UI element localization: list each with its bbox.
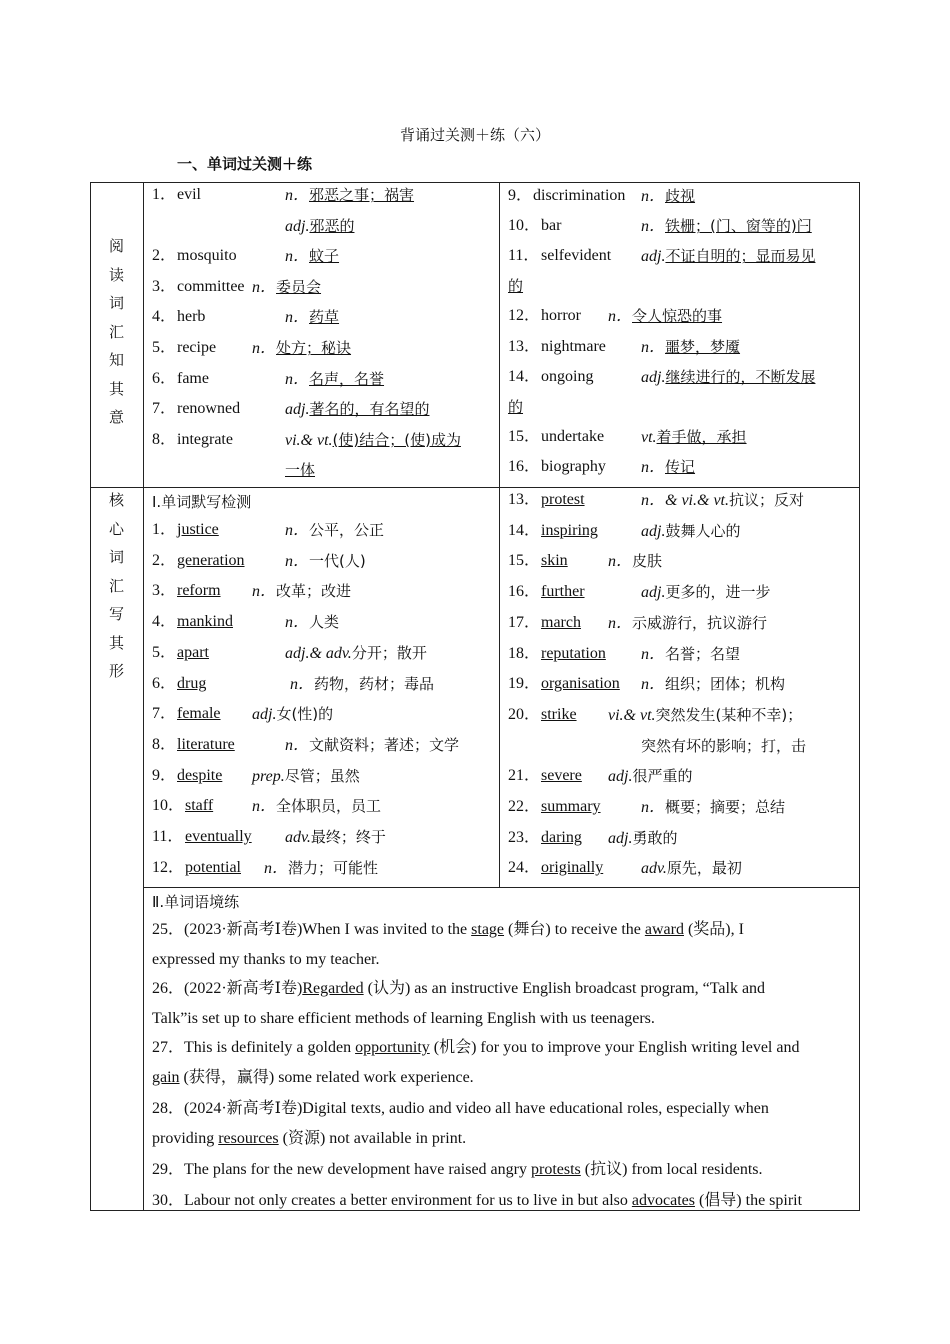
item-number: 10．: [152, 797, 185, 815]
word-row: [508, 608, 853, 638]
word-row: [152, 272, 492, 302]
item-number: 15．: [508, 552, 541, 570]
word: mankind: [177, 613, 233, 631]
word-row: [508, 700, 853, 730]
word: generation: [177, 551, 245, 569]
part-of-speech: n．: [252, 583, 277, 601]
item-number: 8．: [152, 430, 177, 448]
word: evil: [177, 186, 201, 203]
part-of-speech: adj.: [252, 706, 277, 724]
item-number: 17．: [508, 613, 541, 631]
meaning: 著名的，有名望的: [309, 400, 430, 419]
meaning: (使)结合；(使)成为: [332, 430, 461, 449]
word: reform: [177, 582, 221, 600]
word: fame: [177, 369, 209, 387]
word: eventually: [185, 828, 252, 845]
meaning: 继续进行的，不断发展: [665, 367, 816, 386]
item-number: 7．: [152, 400, 177, 418]
word: justice: [177, 521, 219, 538]
word-row: [152, 515, 492, 545]
word-row: [152, 394, 492, 424]
meaning: 改革；改进: [276, 582, 352, 601]
question-28: 28．(2024·新高考Ⅰ卷)Digital texts, audio and video all have educational roles, especially when providing resources (资源) not available in print.: [152, 1100, 769, 1147]
meaning: 噩梦，梦魇: [665, 337, 741, 356]
part-of-speech: n．: [285, 522, 310, 539]
answer: stage: [471, 921, 505, 938]
meaning: 女(性)的: [276, 705, 334, 724]
meaning: 着手做，承担: [656, 427, 747, 446]
word-row: [508, 271, 853, 301]
word-row: [508, 823, 853, 853]
item-number: 3．: [152, 277, 177, 295]
meaning: 公平，公正: [309, 521, 385, 539]
word: daring: [541, 828, 582, 846]
word: inspiring: [541, 521, 598, 539]
word: female: [177, 705, 221, 723]
context-heading: Ⅱ.单词语境练: [152, 893, 240, 911]
side-char: 形: [108, 662, 124, 680]
meaning: 很严重的: [632, 767, 693, 786]
item-number: 13．: [508, 337, 541, 355]
word: discrimination: [533, 187, 626, 204]
item-number: 22．: [508, 798, 541, 815]
item-number: 9．: [508, 187, 533, 204]
section-heading: 一、单词过关测＋练: [177, 155, 313, 173]
word-row: [152, 455, 492, 485]
word: renowned: [177, 400, 241, 418]
word-row: [152, 241, 492, 271]
word: literature: [177, 735, 235, 753]
item-number: 6．: [152, 674, 177, 692]
item-number: 1．: [152, 186, 177, 203]
meaning: 潜力；可能性: [288, 858, 379, 877]
part-of-speech: adj.: [641, 522, 666, 540]
meaning: 突然有坏的影响；打，击: [641, 736, 807, 755]
meaning: 药物，药材；毒品: [314, 674, 435, 693]
word-row: [508, 669, 853, 699]
word-row: [152, 425, 492, 455]
part-of-speech: n．: [608, 553, 633, 571]
word: herb: [177, 308, 206, 326]
meaning: 的: [508, 397, 524, 416]
meaning: 传记: [665, 457, 696, 476]
part-of-speech: n．: [264, 859, 289, 877]
word-row: [152, 822, 492, 852]
word-row: [508, 731, 853, 761]
word-row: [508, 577, 853, 607]
meaning: 处方；秘诀: [276, 339, 352, 357]
word: protest: [541, 491, 585, 508]
meaning: 组织；团体；机构: [665, 675, 786, 694]
meaning: 更多的，进一步: [665, 583, 771, 602]
item-number: 2．: [152, 551, 177, 569]
side-char: 汇: [108, 576, 124, 595]
item-number: 10．: [508, 217, 541, 235]
meaning: 歧视: [665, 187, 696, 205]
side-char: 阅: [108, 237, 124, 255]
word-row: [152, 364, 492, 394]
word-row: [152, 761, 492, 791]
item-number: 15．: [508, 427, 541, 445]
col-divider: [499, 182, 500, 887]
meaning: 示威游行，抗议游行: [632, 613, 768, 632]
meaning: 铁栅；(门、窗等的)闩: [665, 217, 812, 236]
word: organisation: [541, 675, 620, 693]
item-number: 2．: [152, 247, 177, 265]
item-number: 1．: [152, 521, 177, 538]
part-of-speech: n．: [641, 645, 666, 663]
meaning: 最终；终于: [310, 828, 386, 846]
word-row: [508, 422, 853, 452]
part-of-speech: n．: [641, 458, 666, 476]
word: committee: [177, 277, 245, 295]
word: drug: [177, 674, 207, 692]
side-char: 词: [108, 548, 124, 566]
meaning: 概要；摘要；总结: [665, 798, 786, 816]
word-row: [508, 639, 853, 669]
part-of-speech: n．: [608, 614, 633, 632]
part-of-speech: adv.: [285, 829, 311, 846]
part-of-speech: n．: [641, 338, 666, 356]
word: originally: [541, 859, 604, 877]
meaning: 鼓舞人心的: [665, 521, 741, 540]
word: apart: [177, 643, 209, 661]
part-of-speech: adj.: [608, 768, 633, 786]
word: recipe: [177, 339, 217, 356]
item-number: 4．: [152, 308, 177, 326]
word-row: [508, 392, 853, 422]
part-of-speech: vi.& vt.: [285, 431, 333, 449]
meaning: 蚊子: [309, 247, 340, 266]
meaning: 全体职员，员工: [276, 797, 382, 816]
word: bar: [541, 217, 562, 235]
row-divider: [143, 887, 860, 888]
item-number: 12．: [508, 307, 541, 325]
meaning: 名誉；名望: [665, 644, 741, 663]
side-char: 意: [108, 408, 124, 426]
question-30: 30．Labour not only creates a better environment for us to live in but also advocates (倡导) the spirit: [152, 1192, 803, 1209]
side-char: 知: [108, 351, 124, 369]
page-title: 背诵过关测＋练（六）: [399, 126, 550, 144]
side-char: 其: [108, 379, 124, 398]
question-26: 26．(2022·新高考Ⅰ卷)Regarded (认为) as an instructive English broadcast program, “Talk and Talk”is set up to share efficient methods of learning English with us teenagers.: [152, 980, 766, 1027]
word: staff: [185, 797, 214, 815]
item-number: 23．: [508, 828, 541, 846]
part-of-speech: n．: [252, 798, 277, 816]
word-row: [152, 699, 492, 729]
word: horror: [541, 307, 581, 325]
word-row: [152, 853, 492, 883]
item-number: 21．: [508, 767, 541, 785]
item-number: 8．: [152, 735, 177, 753]
part-of-speech: adj.: [285, 401, 310, 419]
part-of-speech: adv.: [641, 860, 667, 878]
word-row: [508, 452, 853, 482]
meaning: 委员会: [276, 277, 322, 296]
side-label-write: [90, 486, 143, 686]
answer: Regarded: [302, 980, 364, 997]
word-row: [152, 638, 492, 668]
item-number: 5．: [152, 339, 177, 356]
part-of-speech: n．: [285, 370, 310, 388]
word-row: [508, 241, 853, 271]
part-of-speech: adj.: [641, 368, 666, 386]
part-of-speech: n．: [285, 736, 310, 754]
side-char: 核: [108, 491, 124, 509]
side-char: 其: [108, 633, 124, 652]
word: summary: [541, 798, 601, 815]
meaning: 皮肤: [632, 552, 663, 571]
part-of-speech: n．: [641, 799, 666, 816]
side-char: 读: [108, 265, 124, 284]
word: severe: [541, 767, 582, 785]
word-row: [508, 516, 853, 546]
answer: advocates: [631, 1192, 695, 1209]
part-of-speech: n．: [285, 187, 310, 204]
meaning: 尽管；虽然: [284, 766, 360, 785]
word: undertake: [541, 427, 605, 445]
word: biography: [541, 457, 606, 475]
word: integrate: [177, 430, 233, 448]
question-29: 29．The plans for the new development have raised angry protests (抗议) from local residents.: [152, 1161, 763, 1178]
item-number: 9．: [152, 766, 177, 784]
item-number: 3．: [152, 582, 177, 600]
part-of-speech: n．: [285, 309, 310, 327]
side-label-read: [90, 232, 143, 432]
item-number: 24．: [508, 859, 541, 877]
word-row: [508, 853, 853, 883]
item-number: 13．: [508, 491, 541, 508]
item-number: 14．: [508, 367, 541, 385]
meaning: 一代(人): [309, 551, 366, 570]
part-of-speech: adj.: [641, 584, 666, 602]
side-char: 心: [108, 519, 124, 538]
item-number: 14．: [508, 521, 541, 539]
side-char: 汇: [108, 322, 124, 341]
item-number: 16．: [508, 457, 541, 475]
word-row: [152, 730, 492, 760]
col-divider: [143, 182, 144, 1211]
meaning: 抗议；反对: [729, 491, 805, 509]
answer: award: [644, 921, 684, 938]
part-of-speech: vt.: [641, 428, 657, 446]
item-number: 12．: [152, 858, 185, 876]
part-of-speech: n．: [285, 248, 310, 266]
word-row: [508, 485, 853, 515]
part-of-speech: vi.& vt.: [608, 706, 656, 724]
word-row: [152, 333, 492, 363]
word: skin: [541, 552, 568, 570]
write-heading: Ⅰ.单词默写检测: [152, 493, 252, 511]
item-number: 6．: [152, 369, 177, 387]
item-number: 20．: [508, 705, 541, 723]
meaning: 突然发生(某种不幸)；: [655, 705, 803, 724]
question-25: 25．(2023·新高考Ⅰ卷)When I was invited to the stage (舞台) to receive the award (奖品), I expressed my thanks to my teacher.: [152, 921, 744, 968]
meaning: 人类: [309, 613, 340, 632]
item-number: 4．: [152, 613, 177, 631]
word: selfevident: [541, 247, 612, 265]
word-row: [152, 607, 492, 637]
item-number: 18．: [508, 644, 541, 662]
meaning: 文献资料；著述；文学: [309, 735, 460, 754]
part-of-speech: adj.: [641, 248, 666, 266]
part-of-speech: n．: [252, 278, 277, 296]
word: reputation: [541, 644, 606, 662]
meaning: 令人惊恐的事: [632, 307, 723, 326]
part-of-speech: adj.& adv.: [285, 644, 352, 662]
part-of-speech: n．: [641, 218, 666, 236]
word: strike: [541, 705, 577, 723]
part-of-speech: n．: [641, 188, 666, 205]
part-of-speech: n．: [285, 614, 310, 632]
word: despite: [177, 766, 223, 784]
word-row: [508, 181, 853, 211]
meaning: 邪恶之事；祸害: [309, 186, 415, 204]
item-number: 11．: [508, 247, 540, 265]
part-of-speech: n．: [285, 552, 310, 570]
word-row: [152, 791, 492, 821]
meaning: 勇敢的: [632, 828, 678, 847]
answer: gain: [152, 1069, 180, 1086]
word-row: [508, 761, 853, 791]
part-of-speech: n．: [290, 675, 315, 693]
word-row: [152, 576, 492, 606]
part-of-speech: prep.: [252, 767, 285, 785]
word: march: [541, 613, 581, 631]
word-row: [152, 180, 492, 210]
item-number: 11．: [152, 828, 184, 845]
question-27: 27．This is definitely a golden opportunity (机会) for you to improve your English writing level and gain (获得，赢得) some related work experience.: [152, 1039, 800, 1086]
item-number: 7．: [152, 705, 177, 723]
side-char: 词: [108, 294, 124, 312]
meaning: 原先，最初: [666, 859, 742, 878]
part-of-speech: n．& vi.& vt.: [641, 492, 729, 509]
word-row: [508, 211, 853, 241]
word-row: [152, 211, 492, 241]
word-row: [152, 302, 492, 332]
word: mosquito: [177, 247, 237, 265]
side-char: 写: [108, 605, 124, 623]
word-row: [508, 332, 853, 362]
word: nightmare: [541, 337, 606, 355]
answer: opportunity: [355, 1039, 430, 1056]
word: further: [541, 583, 585, 601]
meaning: 邪恶的: [309, 216, 355, 235]
word-row: [508, 301, 853, 331]
meaning: 一体: [285, 461, 316, 480]
item-number: 5．: [152, 643, 177, 661]
answer: resources: [218, 1130, 279, 1147]
meaning: 名声，名誉: [309, 369, 385, 388]
meaning: 分开；散开: [351, 643, 427, 662]
part-of-speech: n．: [608, 308, 633, 326]
item-number: 19．: [508, 675, 541, 693]
word-row: [152, 669, 492, 699]
word-row: [152, 546, 492, 576]
meaning: 不证自明的；显而易见: [665, 247, 816, 266]
word: ongoing: [541, 367, 594, 385]
part-of-speech: adj.: [285, 217, 310, 235]
item-number: 16．: [508, 583, 541, 601]
part-of-speech: n．: [641, 676, 666, 694]
word-row: [508, 546, 853, 576]
answer: protests: [531, 1161, 581, 1178]
part-of-speech: n．: [252, 340, 277, 357]
word-row: [508, 362, 853, 392]
word: potential: [185, 858, 241, 876]
part-of-speech: adj.: [608, 829, 633, 847]
meaning: 药草: [309, 308, 340, 327]
meaning: 的: [508, 277, 524, 296]
word-row: [508, 792, 853, 822]
